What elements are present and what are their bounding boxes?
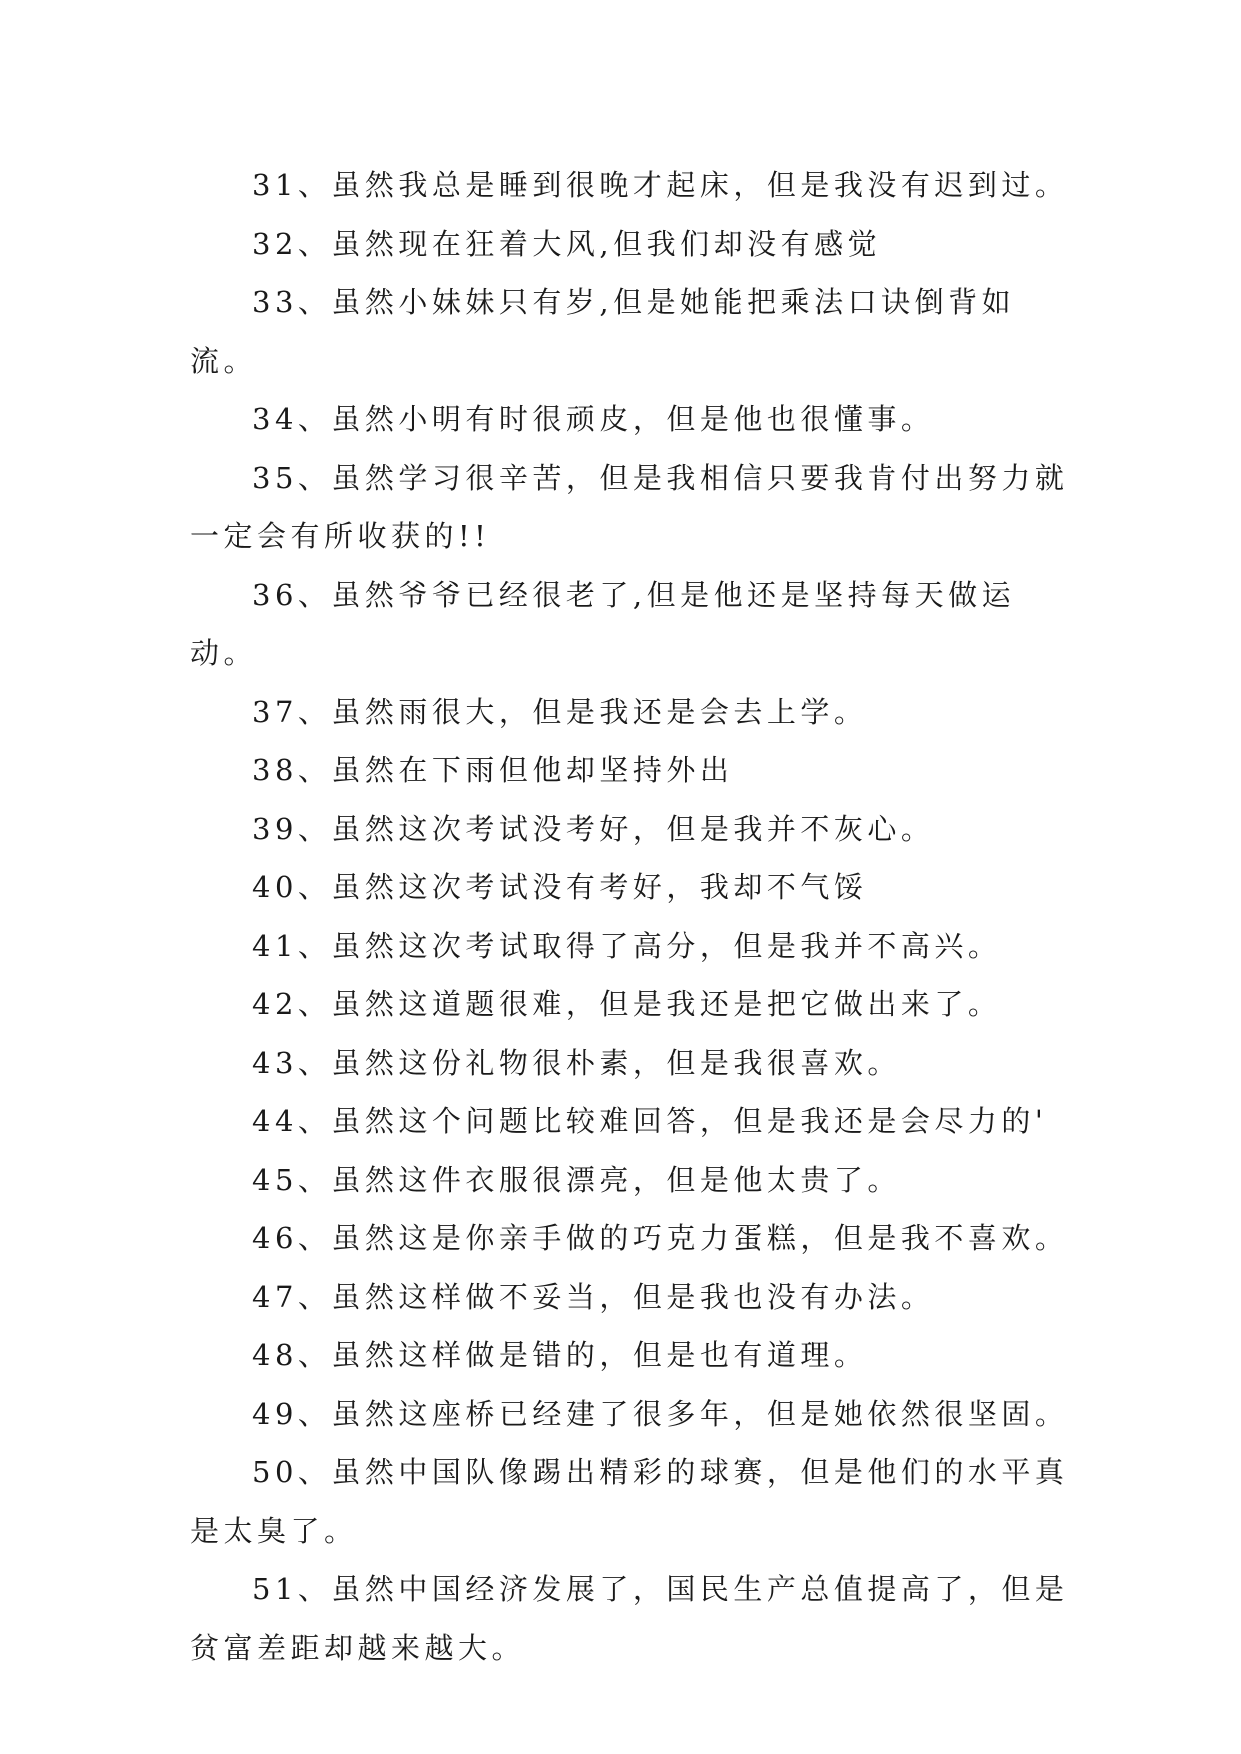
paragraph-47: 47、虽然这样做不妥当，但是我也没有办法。 [252,1279,935,1314]
paragraph-33: 33、虽然小妹妹只有岁,但是她能把乘法口诀倒背如流。 [190,285,1016,378]
paragraph-40: 40、虽然这次考试没有考好，我却不气馁 [252,870,868,904]
paragraph-43: 43、虽然这份礼物很朴素，但是我很喜欢。 [252,1045,901,1080]
paragraph-37: 37、虽然雨很大，但是我还是会去上学。 [252,694,868,729]
paragraph-41: 41、虽然这次考试取得了高分，但是我并不高兴。 [252,928,1002,963]
paragraph-46: 46、虽然这是你亲手做的巧克力蛋糕，但是我不喜欢。 [252,1221,1069,1255]
paragraph-39: 39、虽然这次考试没考好，但是我并不灰心。 [252,811,935,846]
paragraph-44: 44、虽然这个问题比较难回答，但是我还是会尽力的' [252,1104,1048,1138]
paragraph-32: 32、虽然现在狂着大风,但我们却没有感觉 [252,226,882,261]
paragraph-48: 48、虽然这样做是错的，但是也有道理。 [252,1338,868,1372]
paragraph-50: 50、虽然中国队像踢出精彩的球赛，但是他们的水平真是太臭了。 [190,1455,1069,1548]
paragraph-31: 31、虽然我总是睡到很晚才起床，但是我没有迟到过。 [252,168,1069,202]
paragraph-38: 38、虽然在下雨但他却坚持外出 [252,753,734,787]
document-body [190,156,1070,1677]
paragraph-35: 35、虽然学习很辛苦，但是我相信只要我肯付出努力就一定会有所收获的!! [190,460,1069,553]
paragraph-45: 45、虽然这件衣服很漂亮，但是他太贵了。 [252,1162,901,1197]
paragraph-34: 34、虽然小明有时很顽皮，但是他也很懂事。 [252,402,935,436]
paragraph-36: 36、虽然爷爷已经很老了,但是他还是坚持每天做运动。 [190,577,1016,670]
paragraph-51: 51、虽然中国经济发展了，国民生产总值提高了，但是贫富差距却越来越大。 [190,1572,1069,1665]
paragraph-42: 42、虽然这道题很难，但是我还是把它做出来了。 [252,987,1002,1021]
paragraph-49: 49、虽然这座桥已经建了很多年，但是她依然很坚固。 [252,1396,1069,1431]
